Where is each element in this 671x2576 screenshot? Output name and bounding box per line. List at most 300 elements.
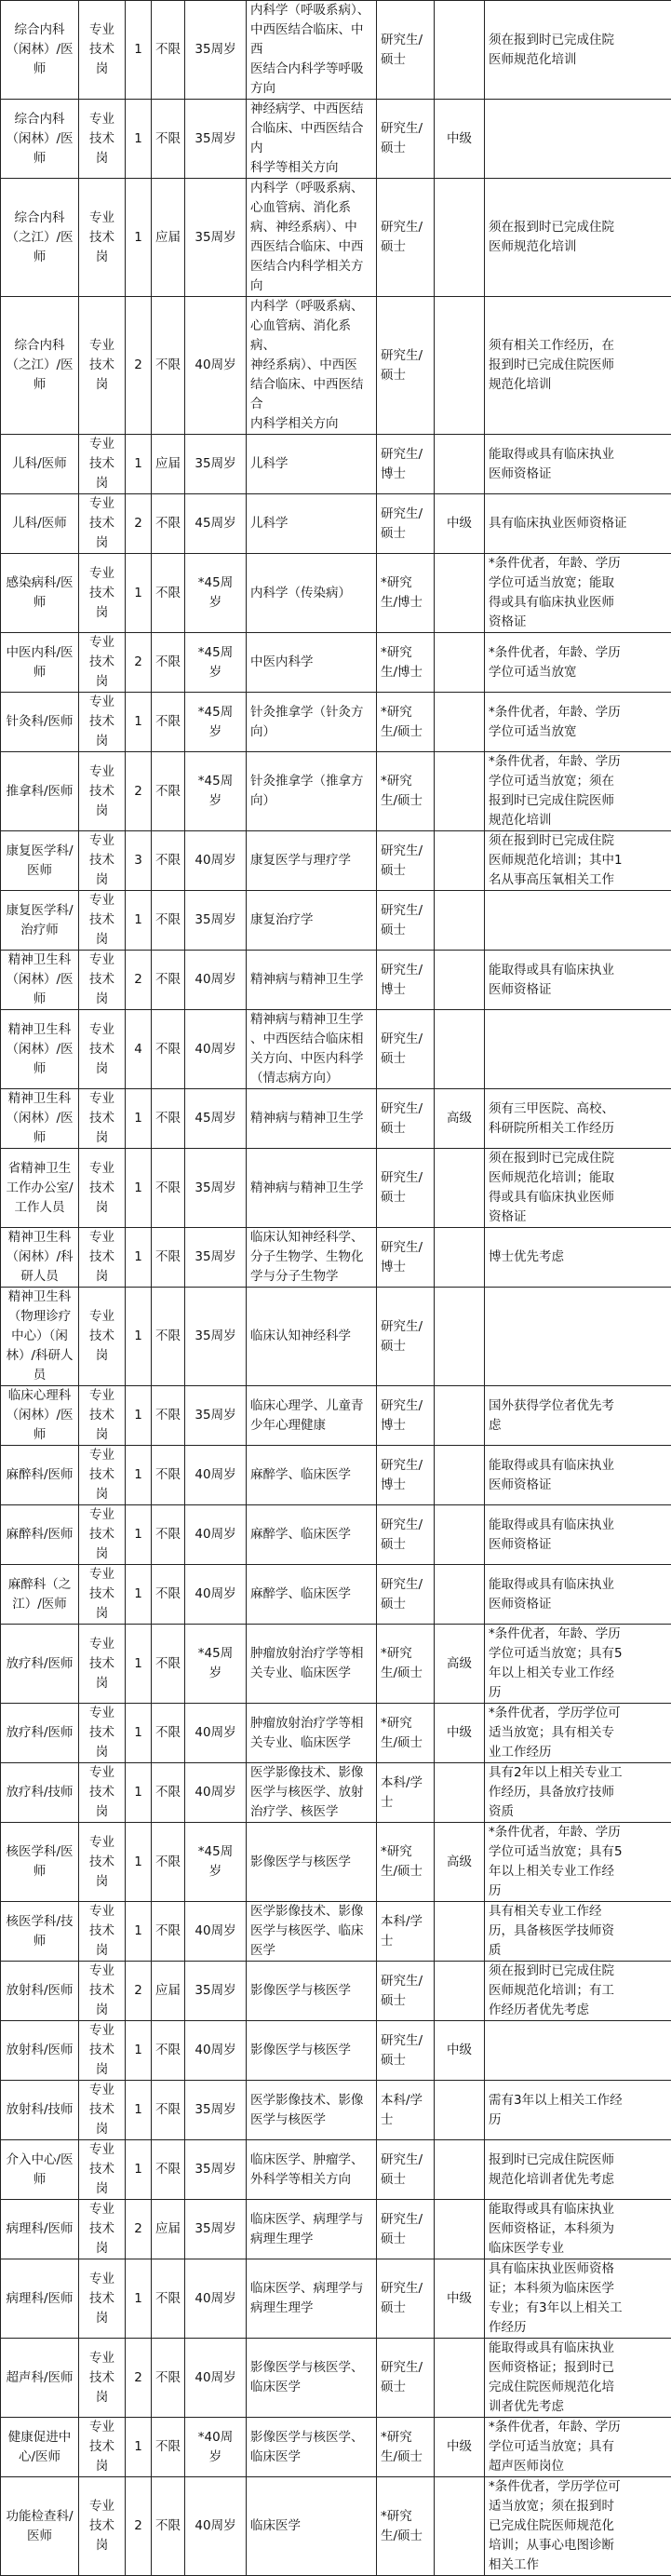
age-cell: 35周岁: [185, 2140, 247, 2200]
degree-cell: 研究生/ 硕士: [377, 2021, 435, 2081]
title-cell: [435, 2339, 485, 2418]
table-row: [1, 831, 671, 891]
major-cell: 临床心理学、儿童青 少年心理健康: [247, 1386, 377, 1446]
post-type-cell: 专业 技术 岗: [79, 2259, 126, 2339]
major-cell: 中医内科学: [247, 633, 377, 693]
graduate-cell: 不限: [152, 1565, 185, 1625]
table-row: [1, 2477, 671, 2576]
position-cell: 精神卫生科 （闲林）/医 师: [1, 1089, 79, 1149]
degree-cell: 研究生/ 硕士: [377, 1010, 435, 1089]
graduate-cell: 不限: [152, 297, 185, 435]
age-cell: *45周 岁: [185, 693, 247, 752]
position-cell: 放疗科/医师: [1, 1625, 79, 1704]
major-cell: 儿科学: [247, 435, 377, 494]
title-cell: [435, 1228, 485, 1288]
major-cell: 麻醉学、临床医学: [247, 1565, 377, 1625]
degree-cell: 研究生/ 博士: [377, 1386, 435, 1446]
table-row: [1, 951, 671, 1010]
graduate-cell: 不限: [152, 2259, 185, 2339]
post-type-cell: 专业 技术 岗: [79, 494, 126, 554]
table-row: [1, 1823, 671, 1902]
table-row: [1, 891, 671, 951]
table-row: [1, 1625, 671, 1704]
remark-cell: 具有临床执业医师资格 证；本科须为临床医学 专业；有3年以上相关工 作经历: [485, 2259, 671, 2339]
graduate-cell: 应届: [152, 2200, 185, 2259]
position-cell: 麻醉科（之 江）/医师: [1, 1565, 79, 1625]
graduate-cell: 不限: [152, 1823, 185, 1902]
degree-cell: 研究生/ 硕士: [377, 2200, 435, 2259]
title-cell: [435, 1, 485, 100]
degree-cell: 研究生/ 硕士: [377, 1149, 435, 1228]
count-cell: 1: [126, 1505, 152, 1565]
post-type-cell: 专业 技术 岗: [79, 831, 126, 891]
post-type-cell: 专业 技术 岗: [79, 1089, 126, 1149]
post-type-cell: 专业 技术 岗: [79, 1565, 126, 1625]
post-type-cell: 专业 技术 岗: [79, 1288, 126, 1386]
graduate-cell: 不限: [152, 891, 185, 951]
position-cell: 针灸科/医师: [1, 693, 79, 752]
title-cell: [435, 435, 485, 494]
position-cell: 精神卫生科 （闲林）/医 师: [1, 951, 79, 1010]
title-cell: [435, 831, 485, 891]
position-cell: 中医内科/医 师: [1, 633, 79, 693]
major-cell: 影像医学与核医学: [247, 1962, 377, 2021]
graduate-cell: 不限: [152, 2339, 185, 2418]
position-cell: 精神卫生科 （闲林）/医 师: [1, 1010, 79, 1089]
position-cell: 放疗科/医师: [1, 1704, 79, 1763]
remark-cell: [485, 100, 671, 179]
count-cell: 1: [126, 554, 152, 633]
title-cell: 高级: [435, 1625, 485, 1704]
title-cell: [435, 1010, 485, 1089]
major-cell: 内科学（呼吸系病）、 中西医结合临床、中西 医结合内科学等呼吸方向: [247, 1, 377, 100]
table-row: [1, 1149, 671, 1228]
degree-cell: *研究 生/硕士: [377, 1823, 435, 1902]
position-cell: 康复医学科/ 医师: [1, 831, 79, 891]
graduate-cell: 不限: [152, 1288, 185, 1386]
post-type-cell: 专业 技术 岗: [79, 1386, 126, 1446]
graduate-cell: 不限: [152, 554, 185, 633]
post-type-cell: 专业 技术 岗: [79, 752, 126, 831]
count-cell: 1: [126, 1823, 152, 1902]
post-type-cell: 专业 技术 岗: [79, 1446, 126, 1505]
count-cell: 1: [126, 1288, 152, 1386]
count-cell: 1: [126, 1565, 152, 1625]
degree-cell: 研究生/ 硕士: [377, 831, 435, 891]
graduate-cell: 不限: [152, 1010, 185, 1089]
major-cell: 针灸推拿学（针灸方 向）: [247, 693, 377, 752]
table-row: [1, 1228, 671, 1288]
graduate-cell: 不限: [152, 2418, 185, 2477]
post-type-cell: 专业 技术 岗: [79, 1625, 126, 1704]
age-cell: 35周岁: [185, 179, 247, 297]
position-cell: 放射科/医师: [1, 2021, 79, 2081]
table-row: [1, 2259, 671, 2339]
graduate-cell: 不限: [152, 2477, 185, 2576]
table-row: [1, 1902, 671, 1962]
major-cell: 肿瘤放射治疗学等相 关专业、临床医学: [247, 1704, 377, 1763]
age-cell: 40周岁: [185, 951, 247, 1010]
post-type-cell: 专业 技术 岗: [79, 633, 126, 693]
major-cell: 儿科学: [247, 494, 377, 554]
major-cell: 临床认知神经科学、 分子生物学、生物化 学与分子生物学: [247, 1228, 377, 1288]
age-cell: 35周岁: [185, 891, 247, 951]
degree-cell: 研究生/ 硕士: [377, 100, 435, 179]
degree-cell: 研究生/ 博士: [377, 951, 435, 1010]
title-cell: [435, 2140, 485, 2200]
remark-cell: 国外获得学位者优先考 虑: [485, 1386, 671, 1446]
position-cell: 综合内科 （闲林）/医 师: [1, 1, 79, 100]
table-row: [1, 1962, 671, 2021]
count-cell: 1: [126, 1446, 152, 1505]
post-type-cell: 专业 技术 岗: [79, 179, 126, 297]
position-cell: 康复医学科/ 治疗师: [1, 891, 79, 951]
major-cell: 医学影像技术、影像 医学与核医学、放射 治疗学、核医学: [247, 1763, 377, 1823]
position-cell: 核医学科/医 师: [1, 1823, 79, 1902]
age-cell: *45周 岁: [185, 554, 247, 633]
post-type-cell: 专业 技术 岗: [79, 100, 126, 179]
major-cell: 临床认知神经科学: [247, 1288, 377, 1386]
title-cell: [435, 1763, 485, 1823]
post-type-cell: 专业 技术 岗: [79, 1823, 126, 1902]
post-type-cell: 专业 技术 岗: [79, 2140, 126, 2200]
table-row: [1, 1763, 671, 1823]
count-cell: 1: [126, 1089, 152, 1149]
count-cell: 2: [126, 297, 152, 435]
age-cell: 45周岁: [185, 1089, 247, 1149]
count-cell: 1: [126, 1763, 152, 1823]
degree-cell: 研究生/ 硕士: [377, 2339, 435, 2418]
title-cell: [435, 1446, 485, 1505]
post-type-cell: 专业 技术 岗: [79, 2339, 126, 2418]
title-cell: [435, 891, 485, 951]
position-cell: 介入中心/医 师: [1, 2140, 79, 2200]
remark-cell: *条件优者，年龄、学历 学位可适当放宽；具有5 年以上相关专业工作经 历: [485, 1823, 671, 1902]
graduate-cell: 不限: [152, 2021, 185, 2081]
major-cell: 影像医学与核医学、 临床医学: [247, 2339, 377, 2418]
remark-cell: 须在报到时已完成住院 医师规范化培训；有工 作经历者优先考虑: [485, 1962, 671, 2021]
remark-cell: *条件优者，年龄、学历 学位可适当放宽；能取 得或具有临床执业医师 资格证: [485, 554, 671, 633]
post-type-cell: 专业 技术 岗: [79, 435, 126, 494]
major-cell: 内科学（呼吸系病、 心血管病、消化系 病、神经系病）、中 西医结合临床、中西 医结合内科学相关方向: [247, 179, 377, 297]
count-cell: 1: [126, 1704, 152, 1763]
table-body: [1, 1, 671, 2576]
post-type-cell: 专业 技术 岗: [79, 891, 126, 951]
post-type-cell: 专业 技术 岗: [79, 2477, 126, 2576]
age-cell: 35周岁: [185, 435, 247, 494]
table-row: [1, 1010, 671, 1089]
remark-cell: [485, 1010, 671, 1089]
count-cell: 1: [126, 1228, 152, 1288]
position-cell: 放射科/医师: [1, 1962, 79, 2021]
age-cell: 35周岁: [185, 1386, 247, 1446]
degree-cell: *研究 生/硕士: [377, 752, 435, 831]
position-cell: 临床心理科 （闲林）/医 师: [1, 1386, 79, 1446]
remark-cell: [485, 2021, 671, 2081]
graduate-cell: 不限: [152, 1, 185, 100]
table-row: [1, 1, 671, 100]
count-cell: 2: [126, 752, 152, 831]
major-cell: 针灸推拿学（推拿方 向）: [247, 752, 377, 831]
post-type-cell: 专业 技术 岗: [79, 951, 126, 1010]
position-cell: 综合内科 （闲林）/医 师: [1, 100, 79, 179]
title-cell: 中级: [435, 494, 485, 554]
remark-cell: *条件优者，年龄、学历 学位可适当放宽: [485, 633, 671, 693]
table-row: [1, 435, 671, 494]
count-cell: 1: [126, 2259, 152, 2339]
title-cell: 高级: [435, 1823, 485, 1902]
title-cell: [435, 2477, 485, 2576]
title-cell: [435, 297, 485, 435]
count-cell: 1: [126, 1, 152, 100]
major-cell: 临床医学: [247, 2477, 377, 2576]
degree-cell: *研究 生/硕士: [377, 2477, 435, 2576]
age-cell: 35周岁: [185, 100, 247, 179]
age-cell: 40周岁: [185, 1565, 247, 1625]
major-cell: 康复治疗学: [247, 891, 377, 951]
count-cell: 1: [126, 1149, 152, 1228]
age-cell: 40周岁: [185, 2259, 247, 2339]
age-cell: 40周岁: [185, 2339, 247, 2418]
age-cell: 40周岁: [185, 1902, 247, 1962]
major-cell: 内科学（呼吸系病、 心血管病、消化系病、 神经系病）、中西医 结合临床、中西医结合 内科学相关方向: [247, 297, 377, 435]
table-row: [1, 1288, 671, 1386]
degree-cell: 本科/学 士: [377, 1763, 435, 1823]
position-cell: 麻醉科/医师: [1, 1446, 79, 1505]
degree-cell: 研究生/ 博士: [377, 1446, 435, 1505]
degree-cell: 研究生/ 硕士: [377, 1288, 435, 1386]
post-type-cell: 专业 技术 岗: [79, 1, 126, 100]
major-cell: 临床医学、病理学与 病理生理学: [247, 2200, 377, 2259]
age-cell: *45周 岁: [185, 1823, 247, 1902]
remark-cell: 具有2年以上相关专业工 作经历，具备放疗技师 资质: [485, 1763, 671, 1823]
position-cell: 感染病科/医 师: [1, 554, 79, 633]
title-cell: 中级: [435, 2418, 485, 2477]
count-cell: 1: [126, 1902, 152, 1962]
age-cell: 40周岁: [185, 1010, 247, 1089]
age-cell: 35周岁: [185, 1962, 247, 2021]
count-cell: 1: [126, 435, 152, 494]
title-cell: [435, 1505, 485, 1565]
post-type-cell: 专业 技术 岗: [79, 554, 126, 633]
major-cell: 神经病学、中西医结 合临床、中西医结合内 科学等相关方向: [247, 100, 377, 179]
title-cell: [435, 633, 485, 693]
position-cell: 省精神卫生 工作办公室/ 工作人员: [1, 1149, 79, 1228]
major-cell: 精神病与精神卫生学: [247, 951, 377, 1010]
count-cell: 3: [126, 831, 152, 891]
graduate-cell: 不限: [152, 1228, 185, 1288]
degree-cell: 本科/学 士: [377, 2081, 435, 2140]
table-row: [1, 1565, 671, 1625]
title-cell: [435, 1288, 485, 1386]
age-cell: 45周岁: [185, 494, 247, 554]
count-cell: 2: [126, 951, 152, 1010]
table-row: [1, 2200, 671, 2259]
remark-cell: *条件优者，学历学位可 适当放宽；须在报到时 已完成住院医师规范化 培训；从事心电图诊断 相关工作: [485, 2477, 671, 2576]
remark-cell: 须在报到时已完成住院 医师规范化培训: [485, 1, 671, 100]
count-cell: 1: [126, 2418, 152, 2477]
graduate-cell: 不限: [152, 1704, 185, 1763]
position-cell: 放疗科/技师: [1, 1763, 79, 1823]
major-cell: 精神病与精神卫生学: [247, 1149, 377, 1228]
title-cell: 中级: [435, 100, 485, 179]
degree-cell: 本科/学 士: [377, 1902, 435, 1962]
degree-cell: 研究生/ 硕士: [377, 1505, 435, 1565]
table-row: [1, 1704, 671, 1763]
remark-cell: 能取得或具有临床执业 医师资格证: [485, 1505, 671, 1565]
title-cell: [435, 1565, 485, 1625]
remark-cell: 须在报到时已完成住院 医师规范化培训: [485, 179, 671, 297]
position-cell: 功能检查科/ 医师: [1, 2477, 79, 2576]
count-cell: 1: [126, 2021, 152, 2081]
age-cell: 40周岁: [185, 1505, 247, 1565]
remark-cell: [485, 1288, 671, 1386]
count-cell: 1: [126, 2140, 152, 2200]
table-row: [1, 1089, 671, 1149]
position-cell: 儿科/医师: [1, 435, 79, 494]
graduate-cell: 不限: [152, 2140, 185, 2200]
post-type-cell: 专业 技术 岗: [79, 2021, 126, 2081]
degree-cell: *研究 生/博士: [377, 554, 435, 633]
degree-cell: 研究生/ 硕士: [377, 179, 435, 297]
graduate-cell: 不限: [152, 100, 185, 179]
remark-cell: 需有3年以上相关工作经 历: [485, 2081, 671, 2140]
remark-cell: 须在报到时已完成住院 医师规范化培训；其中1 名从事高压氧相关工作: [485, 831, 671, 891]
title-cell: [435, 179, 485, 297]
age-cell: 35周岁: [185, 2200, 247, 2259]
age-cell: *45周 岁: [185, 1625, 247, 1704]
post-type-cell: 专业 技术 岗: [79, 2418, 126, 2477]
degree-cell: 研究生/ 硕士: [377, 494, 435, 554]
degree-cell: 研究生/ 硕士: [377, 1962, 435, 2021]
post-type-cell: 专业 技术 岗: [79, 1902, 126, 1962]
major-cell: 影像医学与核医学: [247, 2021, 377, 2081]
remark-cell: 具有相关专业工作经 历，具备核医学技师资 质: [485, 1902, 671, 1962]
table-row: [1, 1446, 671, 1505]
graduate-cell: 应届: [152, 1962, 185, 2021]
table-row: [1, 179, 671, 297]
graduate-cell: 不限: [152, 1505, 185, 1565]
post-type-cell: 专业 技术 岗: [79, 1010, 126, 1089]
remark-cell: 能取得或具有临床执业 医师资格证: [485, 1565, 671, 1625]
major-cell: 医学影像技术、影像 医学与核医学、临床 医学: [247, 1902, 377, 1962]
table-row: [1, 297, 671, 435]
position-cell: 超声科/医师: [1, 2339, 79, 2418]
remark-cell: *条件优者，年龄、学历 学位可适当放宽；具有 超声医师岗位: [485, 2418, 671, 2477]
graduate-cell: 应届: [152, 435, 185, 494]
remark-cell: *条件优者，年龄、学历 学位可适当放宽；须在 报到时已完成住院医师 规范化培训: [485, 752, 671, 831]
count-cell: 1: [126, 1386, 152, 1446]
degree-cell: 研究生/ 博士: [377, 1228, 435, 1288]
position-cell: 核医学科/技 师: [1, 1902, 79, 1962]
count-cell: 1: [126, 179, 152, 297]
age-cell: 35周岁: [185, 1228, 247, 1288]
remark-cell: 具有临床执业医师资格证: [485, 494, 671, 554]
title-cell: 中级: [435, 2259, 485, 2339]
degree-cell: 研究生/ 硕士: [377, 1, 435, 100]
remark-cell: 能取得或具有临床执业 医师资格证，本科须为 临床医学专业: [485, 2200, 671, 2259]
degree-cell: 研究生/ 硕士: [377, 1565, 435, 1625]
post-type-cell: 专业 技术 岗: [79, 1228, 126, 1288]
title-cell: [435, 1149, 485, 1228]
age-cell: *40周 岁: [185, 2418, 247, 2477]
count-cell: 2: [126, 2339, 152, 2418]
count-cell: 2: [126, 494, 152, 554]
degree-cell: *研究 生/博士: [377, 633, 435, 693]
graduate-cell: 不限: [152, 2081, 185, 2140]
major-cell: 麻醉学、临床医学: [247, 1446, 377, 1505]
remark-cell: *条件优者，学历学位可 适当放宽；具有相关专 业工作经历: [485, 1704, 671, 1763]
count-cell: 1: [126, 891, 152, 951]
post-type-cell: 专业 技术 岗: [79, 693, 126, 752]
count-cell: 1: [126, 2081, 152, 2140]
remark-cell: 能取得或具有临床执业 医师资格证: [485, 951, 671, 1010]
remark-cell: 须在报到时已完成住院 医师规范化培训；能取 得或具有临床执业医师 资格证: [485, 1149, 671, 1228]
position-cell: 精神卫生科 （物理诊疗 中心）（闲 林）/科研人 员: [1, 1288, 79, 1386]
remark-cell: *条件优者，年龄、学历 学位可适当放宽: [485, 693, 671, 752]
post-type-cell: 专业 技术 岗: [79, 1763, 126, 1823]
title-cell: 中级: [435, 1704, 485, 1763]
table-row: [1, 1386, 671, 1446]
post-type-cell: 专业 技术 岗: [79, 2081, 126, 2140]
graduate-cell: 应届: [152, 179, 185, 297]
table-row: [1, 100, 671, 179]
graduate-cell: 不限: [152, 693, 185, 752]
title-cell: [435, 752, 485, 831]
degree-cell: *研究 生/硕士: [377, 1704, 435, 1763]
degree-cell: *研究 生/硕士: [377, 693, 435, 752]
table-row: [1, 1505, 671, 1565]
table-row: [1, 633, 671, 693]
age-cell: 40周岁: [185, 1446, 247, 1505]
age-cell: 40周岁: [185, 831, 247, 891]
major-cell: 内科学（传染病）: [247, 554, 377, 633]
major-cell: 康复医学与理疗学: [247, 831, 377, 891]
table-row: [1, 494, 671, 554]
table-row: [1, 554, 671, 633]
graduate-cell: 不限: [152, 1902, 185, 1962]
major-cell: 临床医学、肿瘤学、 外科学等相关方向: [247, 2140, 377, 2200]
table-row: [1, 752, 671, 831]
graduate-cell: 不限: [152, 1763, 185, 1823]
position-cell: 病理科/医师: [1, 2200, 79, 2259]
degree-cell: 研究生/ 硕士: [377, 297, 435, 435]
count-cell: 2: [126, 2200, 152, 2259]
age-cell: 40周岁: [185, 297, 247, 435]
graduate-cell: 不限: [152, 951, 185, 1010]
title-cell: [435, 1962, 485, 2021]
position-cell: 病理科/医师: [1, 2259, 79, 2339]
title-cell: 中级: [435, 2021, 485, 2081]
graduate-cell: 不限: [152, 1446, 185, 1505]
post-type-cell: 专业 技术 岗: [79, 2200, 126, 2259]
table-row: [1, 2021, 671, 2081]
degree-cell: *研究 生/硕士: [377, 2418, 435, 2477]
remark-cell: *条件优者，年龄、学历 学位可适当放宽；具有5 年以上相关专业工作经 历: [485, 1625, 671, 1704]
remark-cell: 须有相关工作经历，在 报到时已完成住院医师 规范化培训: [485, 297, 671, 435]
post-type-cell: 专业 技术 岗: [79, 1704, 126, 1763]
position-cell: 综合内科 （之江）/医 师: [1, 297, 79, 435]
degree-cell: 研究生/ 硕士: [377, 2140, 435, 2200]
count-cell: 2: [126, 2477, 152, 2576]
position-cell: 综合内科 （之江）/医 师: [1, 179, 79, 297]
age-cell: 40周岁: [185, 1763, 247, 1823]
position-cell: 健康促进中 心/医师: [1, 2418, 79, 2477]
table-row: [1, 2339, 671, 2418]
title-cell: [435, 554, 485, 633]
age-cell: 40周岁: [185, 2021, 247, 2081]
degree-cell: *研究 生/硕士: [377, 1625, 435, 1704]
